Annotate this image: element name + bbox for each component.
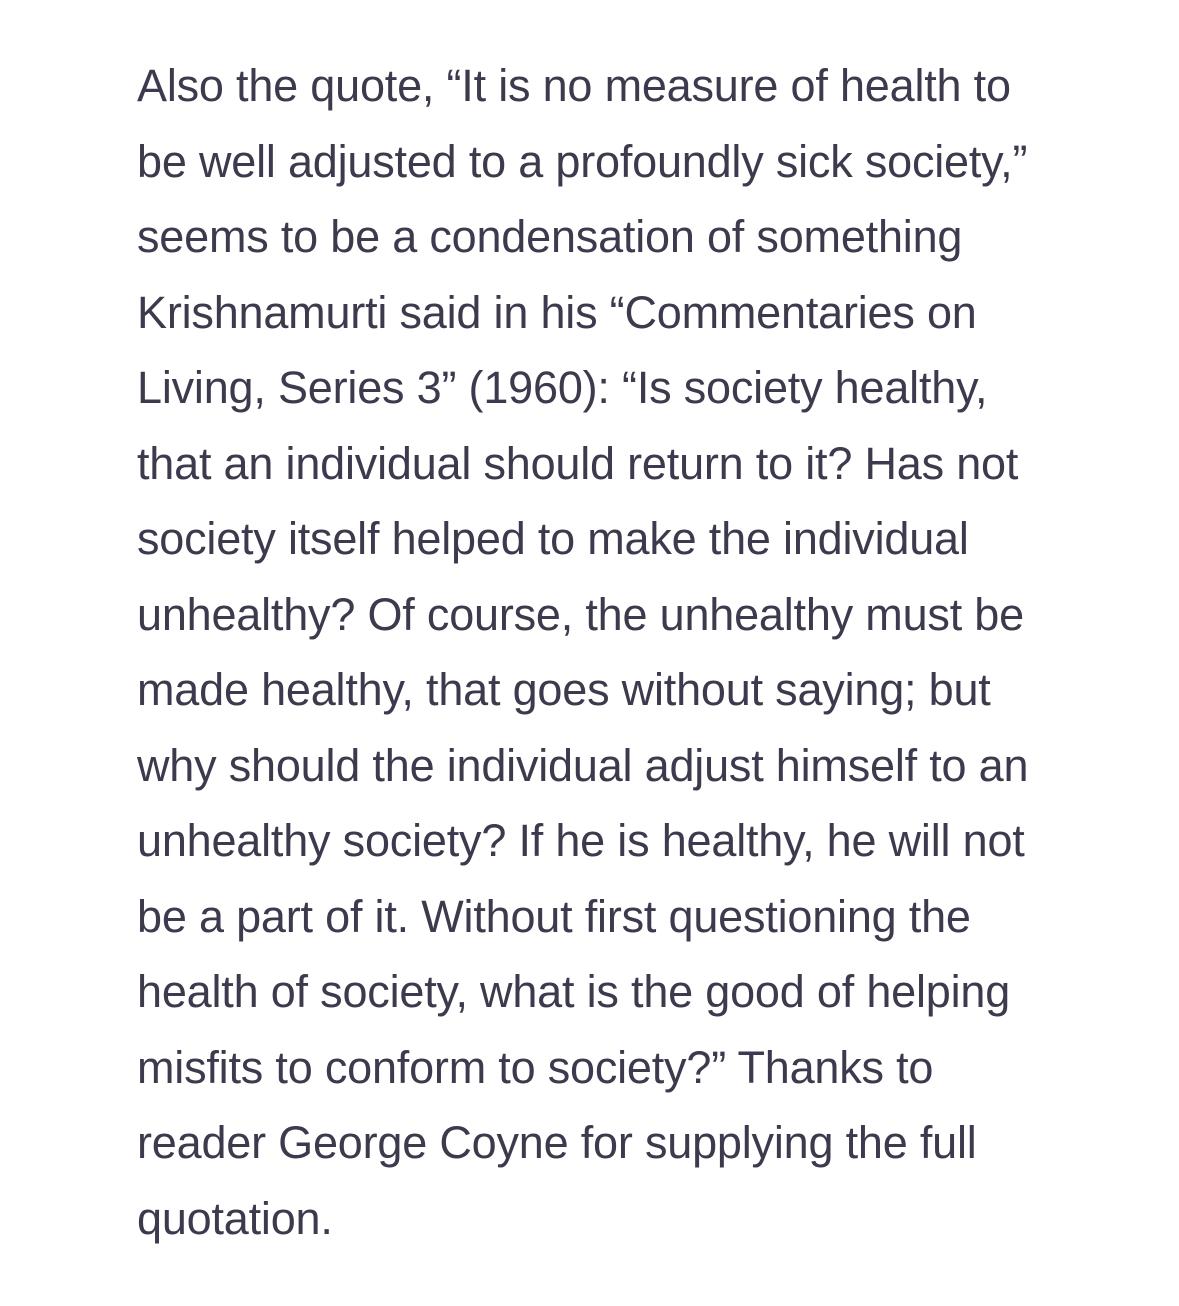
text-line: made healthy, that goes without saying; but [137, 664, 991, 715]
text-line: unhealthy? Of course, the unhealthy must be [137, 588, 1024, 640]
article-text [137, 48, 1117, 1256]
text-line: why should the individual adjust himself to an [137, 739, 1029, 791]
text-line: Living, Series 3” (1960): “Is society healthy, [137, 362, 988, 413]
text-line: that an individual should return to it? Has not [137, 437, 1019, 489]
text-line: Krishnamurti said in his “Commentaries on [137, 286, 977, 338]
text-line: misfits to conform to society?” Thanks to [137, 1041, 934, 1093]
text-line: society itself helped to make the individual [137, 513, 969, 564]
text-line: reader George Coyne for supplying the full [137, 1117, 977, 1168]
text-line: be well adjusted to a profoundly sick society,” [137, 135, 1028, 187]
text-line: health of society, what is the good of helping [137, 966, 1011, 1017]
text-line: quotation. [137, 1192, 333, 1244]
text-line: be a part of it. Without first questioning the [137, 890, 971, 942]
text-line: seems to be a condensation of something [137, 211, 963, 262]
text-line: Also the quote, “It is no measure of health to [137, 60, 1011, 111]
text-line: unhealthy society? If he is healthy, he will not [137, 815, 1025, 866]
